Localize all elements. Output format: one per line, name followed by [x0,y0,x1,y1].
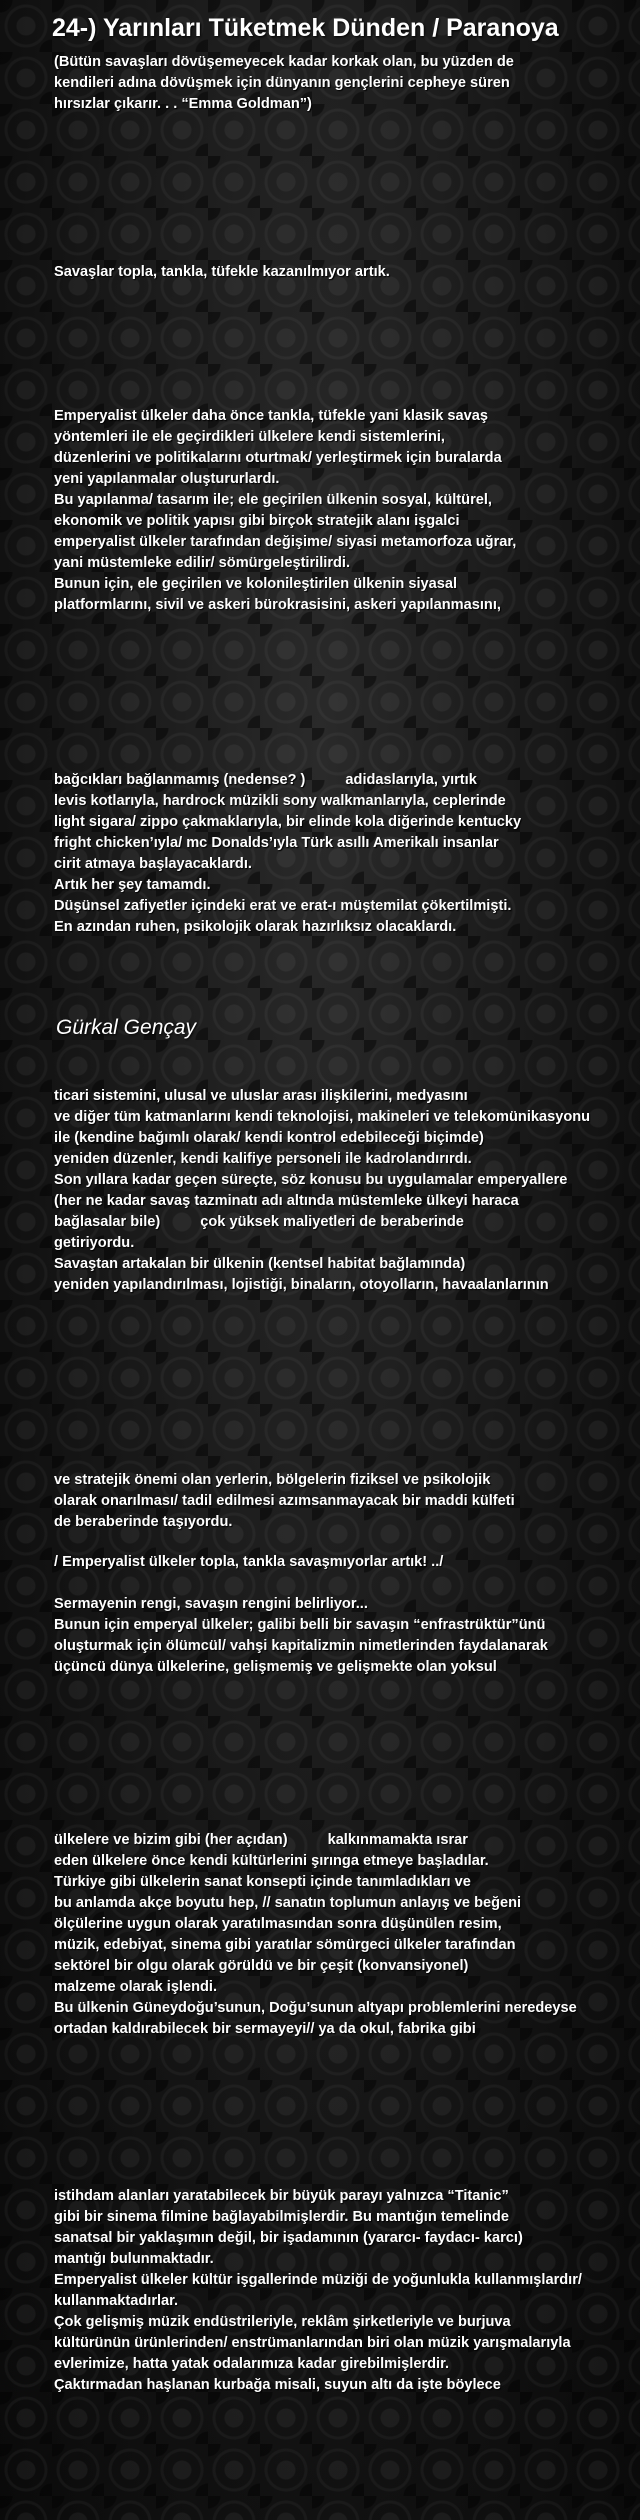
text-line: sektörel bir olgu olarak görüldü ve bir çeşit (konvansiyonel) [54,1958,469,1974]
text-line: Bu yapılanma/ tasarım ile; ele geçirilen ülkenin sosyal, kültürel, [54,492,492,508]
text-segment: ülkelere ve bizim gibi (her açıdan) [54,1832,288,1848]
text-segment: bağlasalar bile) [54,1214,161,1230]
text-line: En azından ruhen, psikolojik olarak hazırlıksız olacaklardı. [54,919,457,935]
text-line: gibi bir sinema filmine bağlayabilmişlerdir. Bu mantığın temelinde [54,2209,509,2225]
text-line: Bu ülkenin Güneydoğu’sunun, Doğu’sunun altyapı problemlerini neredeyse [54,2000,577,2016]
text-line: üçüncü dünya ülkelerine, gelişmemiş ve gelişmekte olan yoksul [54,1659,497,1675]
text-line: Emperyalist ülkeler kültür işgallerinde müziği de yoğunlukla kullanmışlardır/ [54,2272,582,2288]
text-segment: çok yüksek maliyetleri de beraberinde [200,1214,464,1230]
text-line: kendileri adına dövüşmek için dünyanın gençlerini cepheye süren [54,75,510,91]
text-line: ve stratejik önemi olan yerlerin, bölgelerin fiziksel ve psikolojik [54,1472,491,1488]
text-segment: adidaslarıyla, yırtık [345,772,477,788]
text-line: getiriyordu. [54,1235,135,1251]
text-line: (Bütün savaşları dövüşemeyecek kadar korkak olan, bu yüzden de [54,54,514,70]
text-line: istihdam alanları yaratabilecek bir büyük parayı yalnızca “Titanic” [54,2188,509,2204]
text-line: Savaşlar topla, tankla, tüfekle kazanılmıyor artık. [54,264,390,280]
stanza-7 [54,1594,638,1678]
text-line: yeniden düzenler, kendi kalifiye personeli ile kadrolandırırdı. [54,1151,472,1167]
text-line: ticari sistemini, ulusal ve uluslar arası ilişkilerini, medyasını [54,1088,468,1104]
text-line [54,1212,638,1233]
text-line: Düşünsel zafiyetler içindeki erat ve erat-ı müştemilat çökertilmişti. [54,898,512,914]
text-line [54,1830,638,1851]
text-line: fright chicken’ıyla/ mc Donalds’ıyla Türk asıllı Amerikalı insanlar [54,835,499,851]
text-line: Türkiye gibi ülkelerin sanat konsepti içinde tanımladıkları ve [54,1874,471,1890]
text-line: oluşturmak için ölümcül/ vahşi kapitalizmin nimetlerinden faydalanarak [54,1638,548,1654]
text-line: olarak onarılması/ tadil edilmesi azımsanmayacak bir maddi külfeti [54,1493,515,1509]
text-line: cirit atmaya başlayacaklardı. [54,856,252,872]
text-line: Artık her şey tamamdı. [54,877,211,893]
text-line: eden ülkelere önce kendi kültürlerini şırınga etmeye başladılar. [54,1853,489,1869]
text-line: sanatsal bir yaklaşımın değil, bir işadamının (yararcı- faydacı- karcı) [54,2230,523,2246]
text-line: kullanmaktadırlar. [54,2293,179,2309]
text-line: platformlarını, sivil ve askeri bürokrasisini, askeri yapılanmasını, [54,597,501,613]
text-line: yani müstemleke edilir/ sömürgeleştirilirdi. [54,555,351,571]
text-line: Savaştan artakalan bir ülkenin (kentsel habitat bağlamında) [54,1256,466,1272]
text-line: bu anlamda akçe boyutu hep, // sanatın toplumun anlayış ve beğeni [54,1895,522,1911]
text-line: / Emperyalist ülkeler topla, tankla savaşmıyorlar artık! ../ [54,1554,444,1570]
text-line: yeniden yapılandırılması, lojistiği, binaların, otoyolların, havaalanlarının [54,1277,549,1293]
stanza-8 [54,1830,638,2040]
stanza-2 [54,406,638,616]
text-line: Bunun için, ele geçirilen ve kolonileştirilen ülkenin siyasal [54,576,458,592]
text-segment: bağcıkları bağlanmamış (nedense? ) [54,772,306,788]
text-line: yöntemleri ile ele geçirdikleri ülkelere kendi sistemlerini, [54,429,445,445]
stanza-3 [54,770,638,938]
text-line: ve diğer tüm katmanlarını kendi teknolojisi, makineleri ve telekomünikasyonu [54,1109,591,1125]
text-line: ekonomik ve politik yapısı gibi birçok stratejik alanı işgalci [54,513,460,529]
text-line: müzik, edebiyat, sinema gibi yaratılar sömürgeci ülkeler tarafından [54,1937,516,1953]
text-line [54,770,638,791]
text-line: mantığı bulunmaktadır. [54,2251,214,2267]
text-line: evlerimize, hatta yatak odalarımıza kadar girebilmişlerdir. [54,2356,450,2372]
stanza-5 [54,1470,638,1533]
text-line: malzeme olarak işlendi. [54,1979,218,1995]
text-line: ölçülerine uygun olarak yaratılmasından sonra düşünülen resim, [54,1916,502,1932]
stanza-9 [54,2186,638,2396]
text-line: Emperyalist ülkeler daha önce tankla, tüfekle yani klasik savaş [54,408,488,424]
text-line: Son yıllara kadar geçen süreçte, söz konusu bu uygulamalar emperyallere [54,1172,568,1188]
text-line: ortadan kaldırabilecek bir sermayeyi// ya da okul, fabrika gibi [54,2021,476,2037]
stanza-6 [54,1552,638,1573]
text-line: düzenlerini ve politikalarını oturtmak/ yerleştirmek için buralarda [54,450,502,466]
text-line: (her ne kadar savaş tazminatı adı altında müstemleke ülkeyi haraca [54,1193,519,1209]
text-line: Çok gelişmiş müzik endüstrileriyle, reklâm şirketleriyle ve burjuva [54,2314,511,2330]
text-line: Bunun için emperyal ülkeler; galibi belli bir savaşın “enfrastrüktür”ünü [54,1617,546,1633]
page-title: 24-) Yarınları Tüketmek Dünden / Paranoya [52,14,559,42]
intro-quote [54,52,638,115]
text-line: levis kotlarıyla, hardrock müzikli sony walkmanlarıyla, ceplerinde [54,793,506,809]
text-segment: kalkınmamakta ısrar [327,1832,468,1848]
text-line: kültürünün ürünlerinden/ enstrümanlarından biri olan müzik yarışmalarıyla [54,2335,571,2351]
author-name: Gürkal Gençay [56,1016,197,1039]
text-line: hırsızlar çıkarır. . . “Emma Goldman”) [54,96,312,112]
text-line: emperyalist ülkeler tarafından değişime/ siyasi metamorfoza uğrar, [54,534,517,550]
text-line: light sigara/ zippo çakmaklarıyla, bir elinde kola diğerinde kentucky [54,814,522,830]
text-line: Sermayenin rengi, savaşın rengini belirliyor... [54,1596,368,1612]
stanza-1 [54,262,638,283]
text-line: ile (kendine bağımlı olarak/ kendi kontrol edebileceği biçimde) [54,1130,484,1146]
stanza-4 [54,1086,638,1296]
text-line: Çaktırmadan haşlanan kurbağa misali, suyun altı da işte böylece [54,2377,501,2393]
text-line: yeni yapılanmalar oluştururlardı. [54,471,280,487]
text-line: de beraberinde taşıyordu. [54,1514,233,1530]
